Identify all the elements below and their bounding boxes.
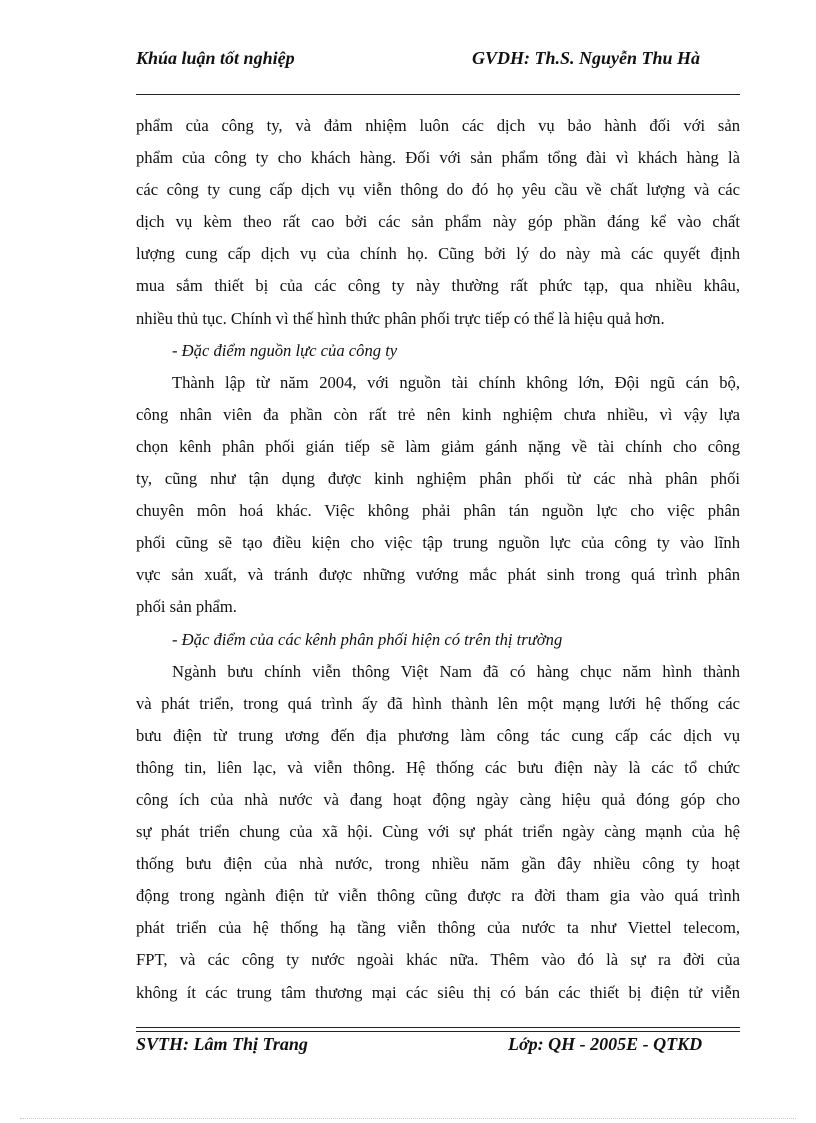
subheading: - Đặc điểm nguồn lực của công ty (172, 340, 398, 360)
student-name: SVTH: Lâm Thị Trang (136, 1034, 308, 1054)
paragraph-line: chuyên môn hoá khác. Việc không phải phân tán nguồn lực cho việc phân (136, 501, 740, 521)
paragraph-line: mua sắm thiết bị của các công ty này thường rất phức tạp, qua nhiều khâu, (136, 276, 740, 296)
thesis-title: Khúa luận tốt nghiệp (136, 48, 295, 68)
paragraph-line: FPT, và các công ty nước ngoài khác nữa. Thêm vào đó là sự ra đời của (136, 950, 740, 970)
document-body (136, 110, 740, 1009)
paragraph-line: phát triển của hệ thống hạ tầng viễn thông của nước ta như Viettel telecom, (136, 918, 740, 938)
class-code: Lớp: QH - 2005E - QTKD (508, 1034, 703, 1054)
header-divider (136, 94, 740, 95)
paragraph-line: Thành lập từ năm 2004, với nguồn tài chính không lớn, Đội ngũ cán bộ, (172, 372, 740, 392)
paragraph-line: Ngành bưu chính viễn thông Việt Nam đã có hàng chục năm hình thành (172, 661, 740, 681)
paragraph-line: sự phát triển chung của xã hội. Cùng với sự phát triển ngày càng mạnh của hệ (136, 822, 740, 842)
paragraph-line: phối sản phẩm. (136, 597, 237, 617)
paragraph-line: thông tin, liên lạc, và viễn thông. Hệ thống các bưu điện này là các tổ chức (136, 757, 740, 777)
page-header (136, 48, 740, 76)
paragraph-line: ty, cũng như tận dụng được kinh nghiệm phân phối từ các nhà phân phối (136, 469, 740, 489)
paragraph-line: phối cũng sẽ tạo điều kiện cho việc tập trung nguồn lực của công ty vào lĩnh (136, 533, 740, 553)
paragraph-line: và phát triển, trong quá trình ấy đã hình thành lên một mạng lưới hệ thống các (136, 693, 740, 713)
paragraph-line: lượng cung cấp dịch vụ của chính họ. Cũng bởi lý do này mà các quyết định (136, 244, 740, 264)
paragraph-line: động trong ngành điện tử viễn thông cũng được ra đời tham gia vào quá trình (136, 886, 740, 906)
subheading: - Đặc điểm của các kênh phân phối hiện có trên thị trường (172, 629, 563, 649)
paragraph-line: vực sản xuất, và tránh được những vướng mắc phát sinh trong quá trình phân (136, 565, 740, 585)
supervisor-name: GVDH: Th.S. Nguyễn Thu Hà (472, 48, 701, 68)
page-footer (136, 1034, 740, 1062)
paragraph-line: chọn kênh phân phối gián tiếp sẽ làm giảm gánh nặng về tài chính cho công (136, 436, 740, 456)
paragraph-line: công nhân viên đa phần còn rất trẻ nên kinh nghiệm chưa nhiều, vì vậy lựa (136, 404, 740, 424)
page-boundary (20, 1118, 796, 1119)
paragraph-line: công ích của nhà nước và đang hoạt động ngày càng hiệu quả đóng góp cho (136, 789, 740, 809)
paragraph-line: phẩm của công ty cho khách hàng. Đối với sản phẩm tổng đài vì khách hàng là (136, 148, 740, 168)
footer-divider-thin (136, 1027, 740, 1028)
paragraph-line: phẩm của công ty, và đảm nhiệm luôn các dịch vụ bảo hành đối với sản (136, 116, 740, 135)
paragraph-line: các công ty cung cấp dịch vụ viễn thông do đó họ yêu cầu về chất lượng và các (136, 180, 740, 200)
paragraph-line: dịch vụ kèm theo rất cao bởi các sản phẩm này góp phần đáng kể vào chất (136, 212, 740, 232)
paragraph-line: bưu điện từ trung ương đến địa phương làm công tác cung cấp các dịch vụ (136, 725, 740, 745)
paragraph-line: không ít các trung tâm thương mại các siêu thị có bán các thiết bị điện tử viễn (136, 982, 740, 1002)
footer-divider-thick (136, 1031, 740, 1032)
paragraph-line: nhiều thủ tục. Chính vì thế hình thức phân phối trực tiếp có thể là hiệu quả hơn. (136, 308, 665, 328)
paragraph-line: thống bưu điện của nhà nước, trong nhiều năm gần đây nhiều công ty hoạt (136, 854, 740, 874)
